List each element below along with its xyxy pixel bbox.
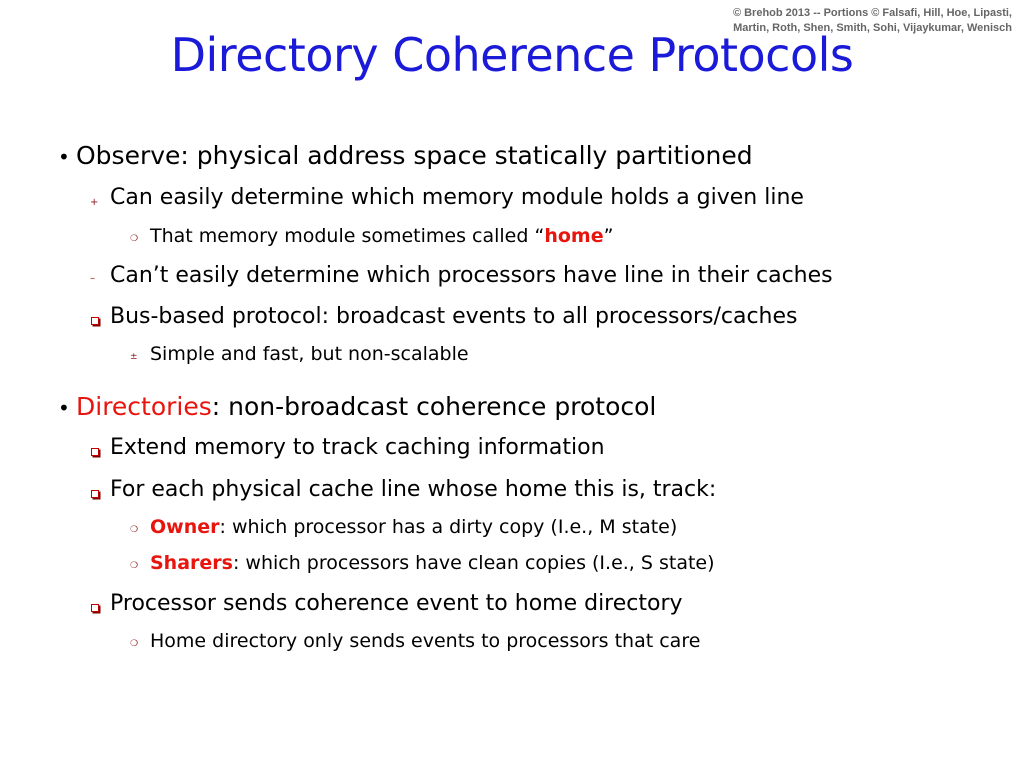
- subbullet-text: Processor sends coherence event to home directory: [110, 591, 683, 616]
- subsubbullet-text: Simple and fast, but non-scalable: [150, 343, 469, 365]
- minus-icon: –: [90, 273, 95, 284]
- ring-icon: ❍: [130, 561, 139, 571]
- bullet-text: Observe: physical address space statically partitioned: [76, 141, 753, 170]
- subbullet-text: For each physical cache line whose home this is, track:: [110, 477, 717, 502]
- square-bullet-icon: [91, 317, 99, 325]
- subbullet-text: Can’t easily determine which processors have line in their caches: [110, 263, 833, 288]
- subsubbullet-text: [150, 225, 613, 247]
- directories-rest: : non-broadcast coherence protocol: [211, 392, 657, 421]
- square-bullet-icon: [91, 448, 99, 456]
- ring-icon: ❍: [130, 234, 139, 244]
- owner-rest: : which processor has a dirty copy (I.e., M state): [219, 516, 678, 538]
- subbullet-text: Can easily determine which memory module holds a given line: [110, 185, 804, 210]
- bullet-dot-icon: •: [58, 396, 70, 420]
- plus-minus-icon: ±: [130, 352, 138, 362]
- copyright-line-1: © Brehob 2013 -- Portions © Falsafi, Hill, Hoe, Lipasti,: [732, 7, 1012, 19]
- bullet-text: [76, 392, 656, 421]
- subbullet-text: Extend memory to track caching information: [110, 435, 605, 460]
- square-bullet-icon: [91, 490, 99, 498]
- subsubbullet-text: [150, 516, 677, 538]
- ring-icon: ❍: [130, 639, 139, 649]
- ring-icon: ❍: [130, 525, 139, 535]
- subbullet-text: Bus-based protocol: broadcast events to all processors/caches: [110, 304, 798, 329]
- home-text-pre: That memory module sometimes called “: [150, 225, 545, 247]
- copyright-line-2: Martin, Roth, Shen, Smith, Sohi, Vijaykumar, Wenisch: [733, 22, 1012, 34]
- sharers-keyword: Sharers: [150, 552, 233, 574]
- home-keyword: home: [544, 225, 604, 247]
- subsubbullet-text: Home directory only sends events to processors that care: [150, 630, 701, 652]
- owner-keyword: Owner: [150, 516, 220, 538]
- bullet-dot-icon: •: [58, 145, 70, 169]
- square-bullet-icon: [91, 604, 99, 612]
- sharers-rest: : which processors have clean copies (I.e., S state): [232, 552, 715, 574]
- directories-keyword: Directories: [76, 392, 212, 421]
- subsubbullet-text: [150, 552, 715, 574]
- slide-title: Directory Coherence Protocols: [170, 28, 854, 82]
- plus-icon: +: [90, 197, 99, 208]
- home-text-post: ”: [603, 225, 614, 247]
